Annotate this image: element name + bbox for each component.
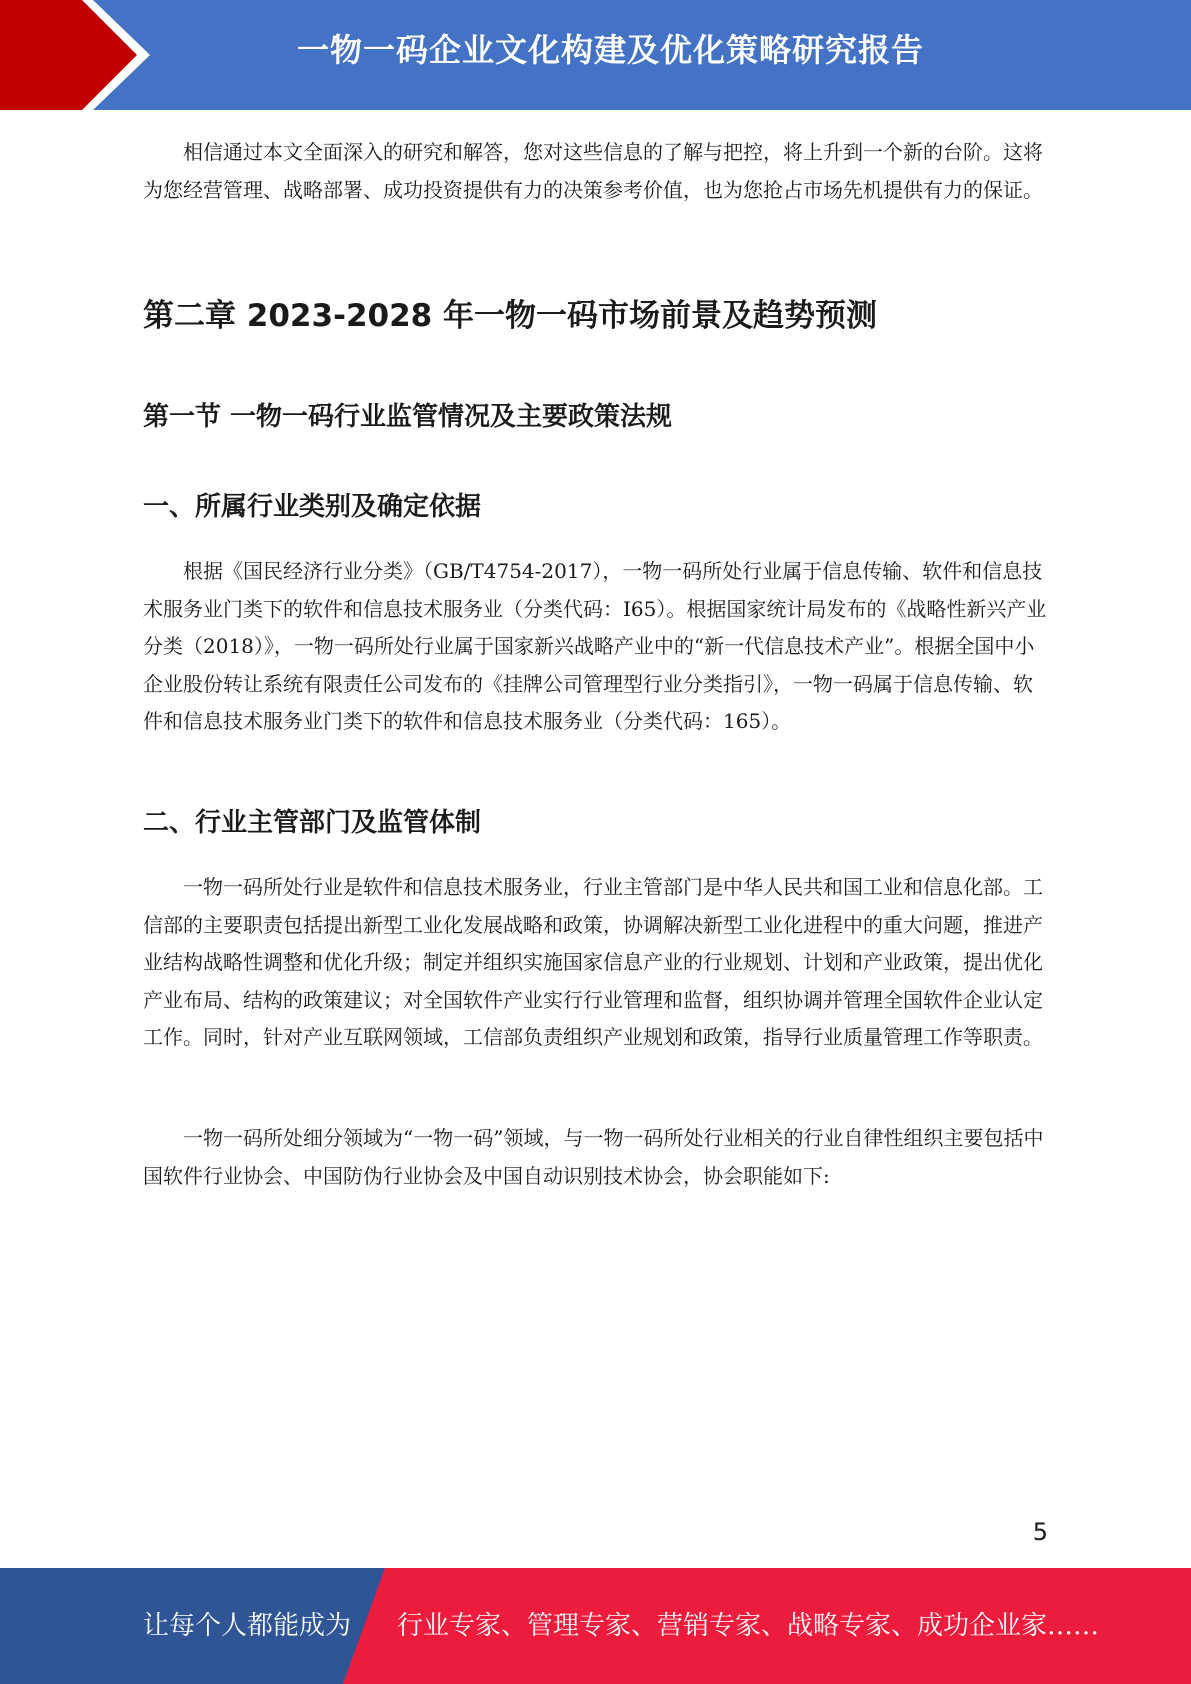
subsection-2-paragraph-2: 一物一码所处细分领域为“一物一码”领域，与一物一码所处行业相关的行业自律性组织主要包括中国软件行业协会、中国防伪行业协会及中国自动识别技术协会，协会职能如下: bbox=[143, 1126, 1044, 1188]
chapter-title: 第二章 2023-2028 年一物一码市场前景及趋势预测 bbox=[143, 298, 878, 334]
footer-slogan-right: 行业专家、管理专家、营销专家、战略专家、成功企业家…… bbox=[397, 1611, 1100, 1641]
subsection-2-body bbox=[143, 869, 1048, 1057]
page-number: 5 bbox=[1032, 1518, 1048, 1546]
footer-slogan-left: 让每个人都能成为 bbox=[143, 1611, 352, 1641]
intro-block bbox=[143, 134, 1048, 209]
subsection-2-paragraph-1: 一物一码所处行业是软件和信息技术服务业，行业主管部门是中华人民共和国工业和信息化部。工信部的主要职责包括提出新型工业化发展战略和政策，协调解决新型工业化进程中的重大问题，推进产业结构战略性调整和优化升级；制定并组织实施国家信息产业的行业规划、计划和产业政策，提出优化产业布局、结构的政策建议；对全国软件产业实行行业管理和监督，组织协调并管理全国软件企业认定工作。同时，针对产业互联网领域，工信部负责组织产业规划和政策，指导行业质量管理工作等职责。 bbox=[143, 875, 1043, 1049]
subsection-2-body-2 bbox=[143, 1120, 1048, 1195]
subsection-2-title: 二、行业主管部门及监管体制 bbox=[143, 808, 482, 838]
report-title: 一物一码企业文化构建及优化策略研究报告 bbox=[296, 31, 924, 69]
page-footer bbox=[0, 1568, 1191, 1684]
intro-paragraph: 相信通过本文全面深入的研究和解答，您对这些信息的了解与把控，将上升到一个新的台阶。这将为您经营管理、战略部署、成功投资提供有力的决策参考价值，也为您抢占市场先机提供有力的保证。 bbox=[143, 140, 1043, 202]
subsection-1-paragraph: 根据《国民经济行业分类》（GB/T4754-2017），一物一码所处行业属于信息传输、软件和信息技术服务业门类下的软件和信息技术服务业（分类代码：I65）。根据国家统计局发布的《战略性新兴产业分类（2018）》，一物一码所处行业属于国家新兴战略产业中的“新一代信息技术产业”。根据全国中小企业股份转让系统有限责任公司发布的《挂牌公司管理型行业分类指引》，一物一码属于信息传输、软件和信息技术服务业门类下的软件和信息技术服务业（分类代码：165）。 bbox=[143, 559, 1047, 733]
page-header bbox=[0, 0, 1191, 110]
section-title: 第一节 一物一码行业监管情况及主要政策法规 bbox=[143, 402, 673, 432]
subsection-1-title: 一、所属行业类别及确定依据 bbox=[143, 492, 482, 522]
subsection-1-body bbox=[143, 553, 1048, 741]
